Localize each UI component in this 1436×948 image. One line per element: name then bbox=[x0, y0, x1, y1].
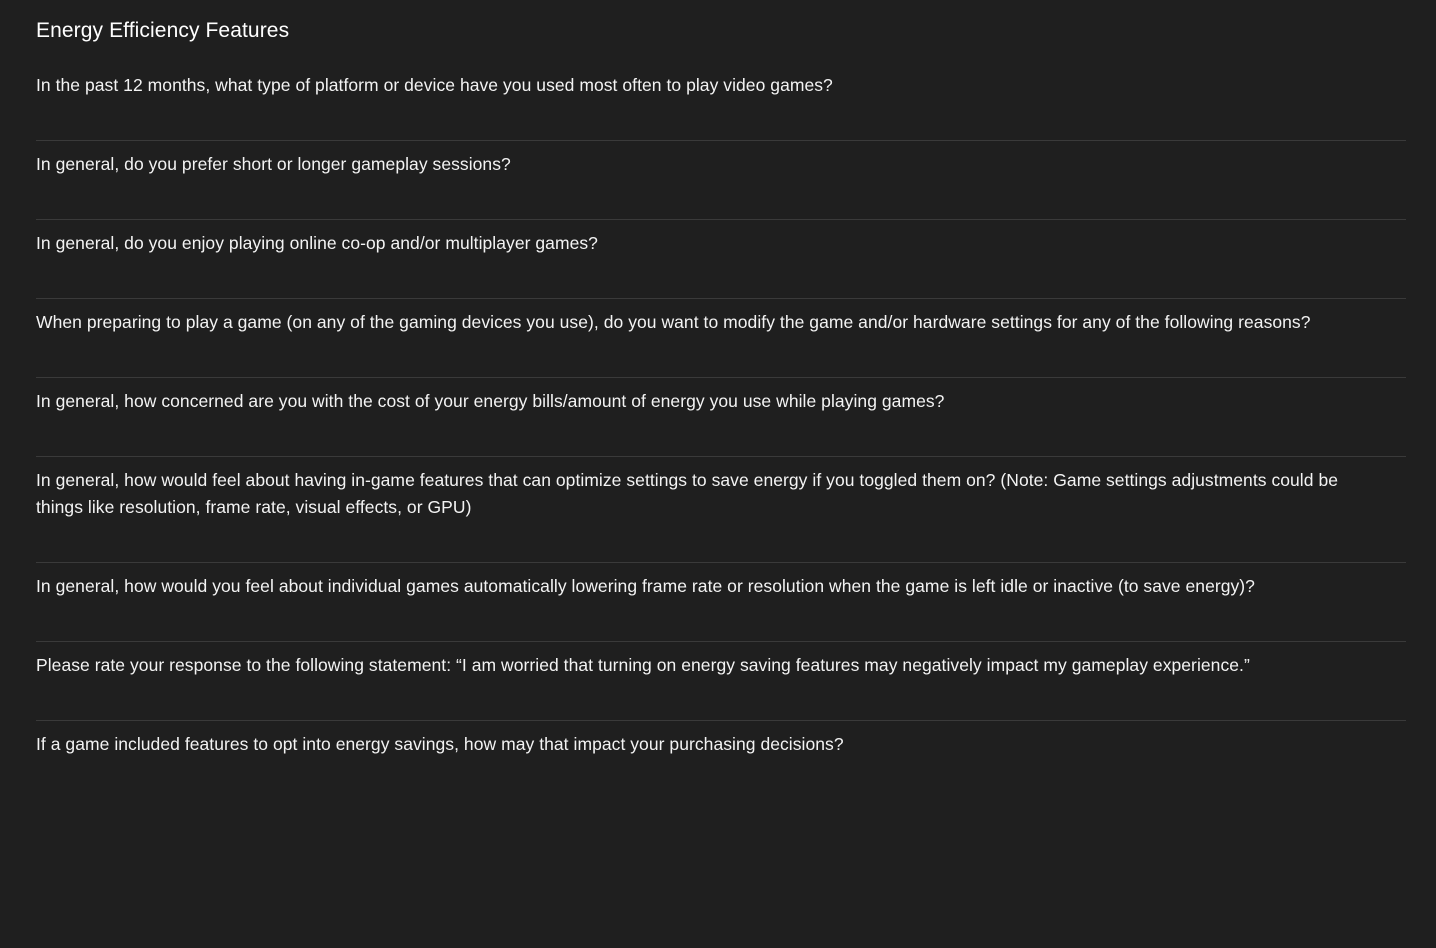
question-item-6[interactable] bbox=[36, 457, 1406, 562]
question-text-2: In general, do you prefer short or longer gameplay sessions? bbox=[36, 154, 511, 174]
spacer-8 bbox=[36, 689, 1406, 720]
question-item-3[interactable] bbox=[36, 220, 1406, 298]
question-text-wrapper-2 bbox=[36, 141, 1406, 188]
question-text-wrapper-6 bbox=[36, 457, 1406, 531]
question-text-wrapper-3 bbox=[36, 220, 1406, 267]
question-text-4: When preparing to play a game (on any of the gaming devices you use), do you want to modify the game and/or hardware settings for any of the following reasons? bbox=[36, 312, 1311, 332]
question-text-wrapper-8 bbox=[36, 642, 1406, 689]
spacer-1 bbox=[36, 109, 1406, 140]
question-item-9[interactable] bbox=[36, 721, 1406, 793]
question-text-3: In general, do you enjoy playing online co-op and/or multiplayer games? bbox=[36, 233, 598, 253]
question-text-wrapper-4 bbox=[36, 299, 1406, 346]
question-item-1[interactable] bbox=[36, 62, 1406, 140]
question-text-6: In general, how would feel about having in-game features that can optimize settings to save energy if you toggled them on? (Note: Game settings adjustments could be things like resolution, frame rate, visual effects, or GPU) bbox=[36, 470, 1339, 517]
question-list bbox=[36, 62, 1406, 793]
spacer-7 bbox=[36, 610, 1406, 641]
page-title: Energy Efficiency Features bbox=[36, 19, 290, 42]
spacer-2 bbox=[36, 188, 1406, 219]
question-text-7: In general, how would you feel about individual games automatically lowering frame rate or resolution when the game is left idle or inactive (to save energy)? bbox=[36, 576, 1255, 596]
spacer-4 bbox=[36, 346, 1406, 377]
question-text-1: In the past 12 months, what type of platform or device have you used most often to play video games? bbox=[36, 75, 833, 95]
spacer-5 bbox=[36, 425, 1406, 456]
question-text-8: Please rate your response to the following statement: “I am worried that turning on energy saving features may negatively impact my gameplay experience.” bbox=[36, 655, 1250, 675]
question-text-5: In general, how concerned are you with the cost of your energy bills/amount of energy you use while playing games? bbox=[36, 391, 945, 411]
question-text-wrapper-1 bbox=[36, 62, 1406, 109]
question-text-wrapper-9 bbox=[36, 721, 1406, 768]
question-item-8[interactable] bbox=[36, 642, 1406, 720]
question-item-4[interactable] bbox=[36, 299, 1406, 377]
question-item-7[interactable] bbox=[36, 563, 1406, 641]
question-text-wrapper-7 bbox=[36, 563, 1406, 610]
question-item-5[interactable] bbox=[36, 378, 1406, 456]
spacer-3 bbox=[36, 267, 1406, 298]
question-text-wrapper-5 bbox=[36, 378, 1406, 425]
question-item-2[interactable] bbox=[36, 141, 1406, 219]
spacer-6 bbox=[36, 531, 1406, 562]
question-text-9: If a game included features to opt into energy savings, how may that impact your purchasing decisions? bbox=[36, 734, 844, 754]
